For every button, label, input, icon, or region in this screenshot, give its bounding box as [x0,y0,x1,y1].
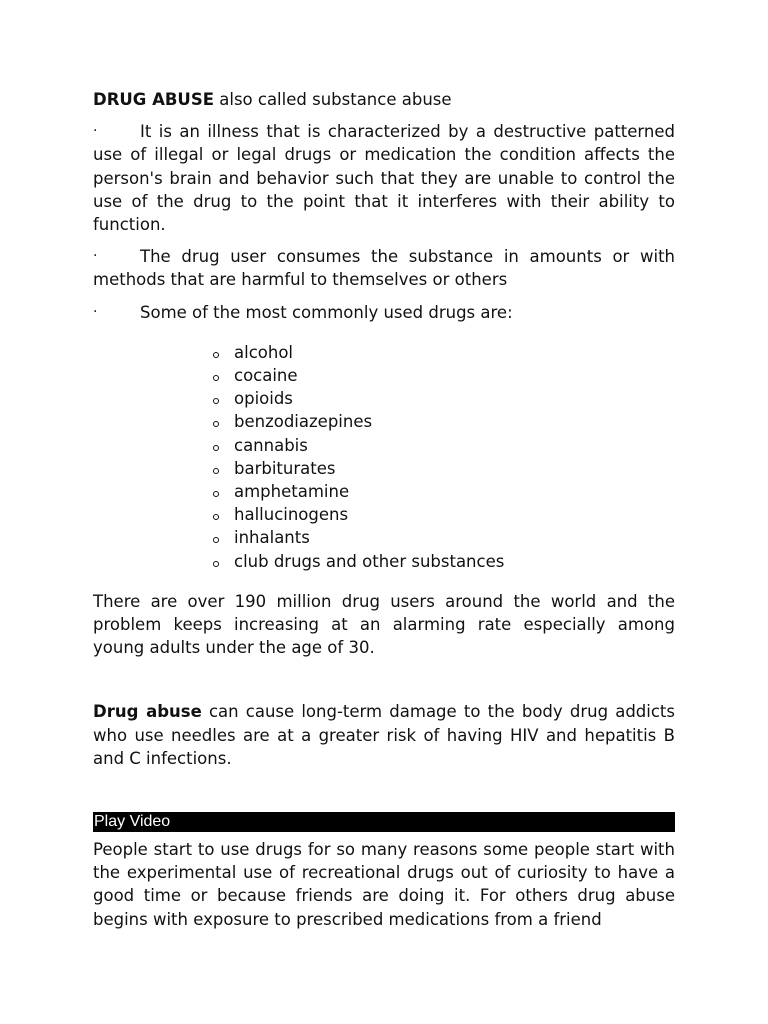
document-body [93,88,675,931]
drug-name: alcohol [234,342,293,362]
list-item [211,364,675,387]
list-item [211,341,675,364]
list-item [211,526,675,549]
circle-bullet-icon [213,421,219,427]
play-video-label: Play Video [94,812,171,830]
bullet-consumption-text: The drug user consumes the substance in amounts or with methods that are harmful to themselves or others [93,247,675,290]
circle-bullet-icon [213,445,219,451]
bullet-consumption [93,245,675,291]
bullet-illness-text: It is an illness that is characterized by a destructive patterned use of illegal or legal drugs or medication the condition affects the person's brain and behavior such that they are unable to control the use of the drug to the point that it interferes with their ability to function. [93,122,675,235]
damage-paragraph [93,700,675,770]
bullet-common-drugs-text: Some of the most commonly used drugs are: [140,302,513,322]
circle-bullet-icon [213,537,219,543]
stats-paragraph: There are over 190 million drug users around the world and the problem keeps increasing at an alarming rate especially among young adults under the age of 30. [93,591,675,658]
start-paragraph: People start to use drugs for so many reasons some people start with the experimental use of recreational drugs out of curiosity to have a good time or because friends are doing it. For others drug abuse begins with exposure to prescribed medications from a friend [93,839,675,929]
drug-name: club drugs and other substances [234,551,505,571]
damage-text: can cause long-term damage to the body drug addicts who use needles are at a greater risk of having HIV and hepatitis B and C infections. [93,702,676,768]
list-item [211,480,675,503]
circle-bullet-icon [213,352,219,358]
list-item [211,550,675,573]
drug-list [93,341,675,573]
drug-name: opioids [234,389,293,409]
bullet-common-drugs [93,301,675,324]
bullet-illness [93,120,675,236]
drug-name: amphetamine [234,481,350,501]
circle-bullet-icon [213,561,219,567]
circle-bullet-icon [213,468,219,474]
drug-name: inhalants [234,528,310,548]
drug-name: cocaine [234,366,298,386]
drug-name: hallucinogens [234,505,349,525]
play-video-button[interactable] [93,812,675,832]
intro-line [93,88,675,111]
bullet-dot-icon: · [93,123,98,140]
bullet-dot-icon: · [93,248,98,265]
bullet-dot-icon: · [93,303,98,320]
circle-bullet-icon [213,375,219,381]
intro-definition: also called substance abuse [214,90,452,109]
list-item [211,410,675,433]
circle-bullet-icon [213,514,219,520]
list-item [211,387,675,410]
circle-bullet-icon [213,398,219,404]
list-item [211,503,675,526]
drug-name: barbiturates [234,458,336,478]
list-item [211,434,675,457]
intro-term: DRUG ABUSE [93,90,214,109]
circle-bullet-icon [213,491,219,497]
damage-term: Drug abuse [93,702,202,722]
drug-name: cannabis [234,435,308,455]
drug-name: benzodiazepines [234,412,373,432]
list-item [211,457,675,480]
